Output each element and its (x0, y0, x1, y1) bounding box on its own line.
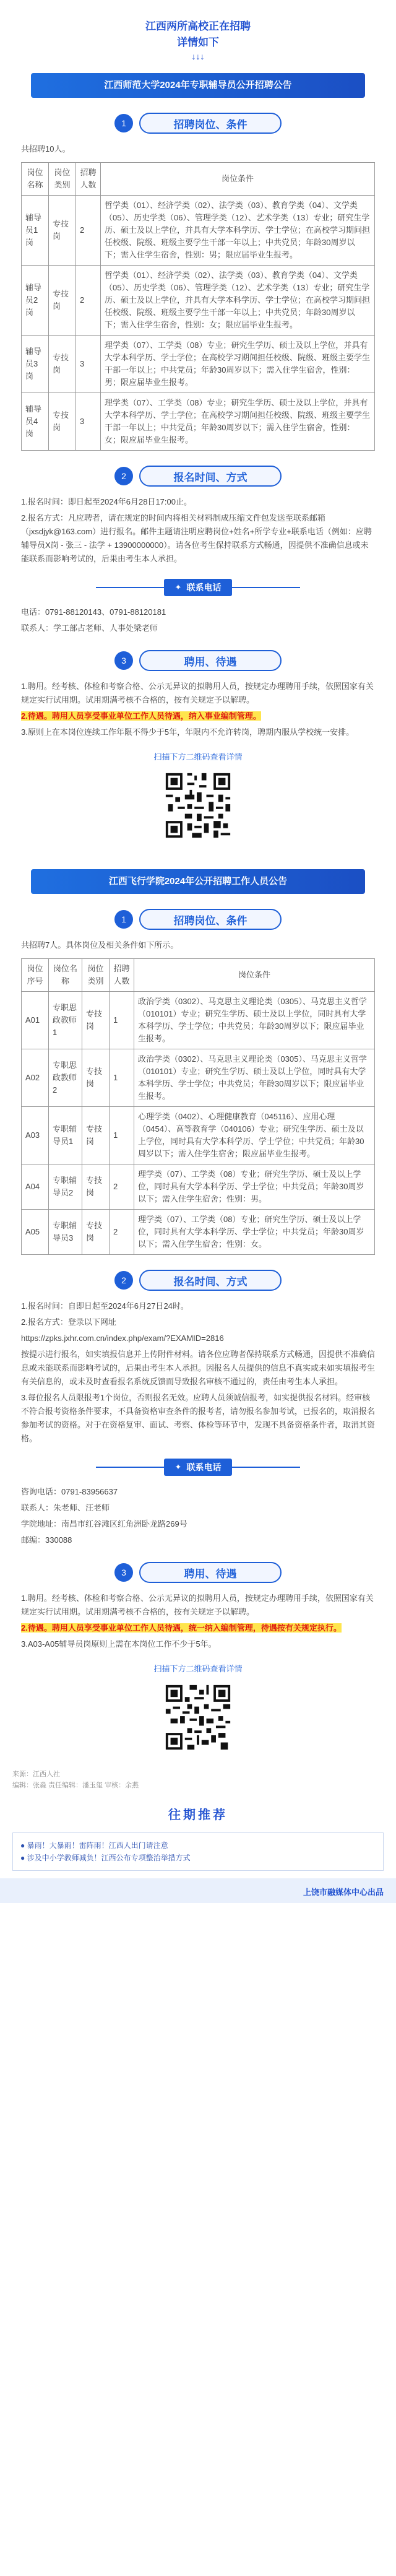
qr-code-icon[interactable] (161, 768, 235, 843)
cell-cond: 理学类（07）、工学类（08）专业；研究生学历、硕士及以上学位，同时具有大学本科学历、学士学位；中共党员；年龄30周岁以下；需入住学生宿舍；性别：男。 (134, 1164, 375, 1210)
reg-time: 1.报名时间：即日起至2024年6月28日17:00止。 (21, 497, 192, 506)
cell-name: 辅导员2岗 (22, 266, 49, 336)
related-link[interactable]: ● 涉及中小学教师减负！江西公布专项整治举措方式 (20, 1854, 191, 1862)
header-line1: 江西两所高校正在招聘 (145, 20, 251, 32)
cell-type: 专技岗 (82, 1049, 110, 1107)
cell-count: 2 (76, 266, 101, 336)
cell-no: A05 (22, 1210, 49, 1255)
school1-sec1-title (0, 113, 396, 134)
cell-no: A04 (22, 1164, 49, 1210)
school1-sec3-title (0, 650, 396, 671)
cell-name: 专职辅导员2 (49, 1164, 82, 1210)
school1-qr-block (0, 750, 396, 844)
table-row (22, 266, 375, 336)
header-arrows: ↓↓↓ (191, 51, 205, 61)
cell-cond: 理学类（07）、工学类（08）专业；研究生学历、硕士及以上学位，并具有大学本科学历、学士学位；在高校学习期间担任校级、院级、班级主要学生干部一年以上；中共党员；年龄30周岁以下；需入住学生宿舍，性别：女；限应届毕业生报考。 (101, 393, 375, 451)
treatment-3: 3.原则上在本岗位连续工作年限不得少于5年，年限内不允许转岗，聘期内服从学校统一安排。 (21, 727, 355, 737)
cell-type: 专技岗 (49, 393, 76, 451)
th-name: 岗位名称 (22, 163, 49, 196)
table-row (22, 1107, 375, 1164)
treatment-1: 1.聘用。经考核、体检和考察合格、公示无异议的拟聘用人员，按规定办理聘用手续，依照国家有关规定实行试用期。试用期满考核不合格的，按有关规定予以解聘。 (21, 1594, 374, 1616)
table-header-row (22, 163, 375, 196)
ribbon-label (164, 579, 233, 596)
section-number: 2 (114, 1271, 133, 1290)
section-number: 3 (114, 651, 133, 670)
cell-cond: 政治学类（0302）、马克思主义理论类（0305）、马克思主义哲学（010101）专业；研究生学历、硕士及以上学位，同时具有大学本科学历、学士学位；中共党员；年龄30周岁以下；限应届毕业生报考。 (134, 1049, 375, 1107)
school1-banner: 江西师范大学2024年专职辅导员公开招聘公告 (31, 73, 365, 98)
school2-sec2-title (0, 1270, 396, 1291)
contact-title: 联系电话 (186, 583, 222, 592)
cell-name: 专职思政教师2 (49, 1049, 82, 1107)
related-link[interactable]: ● 暴雨！大暴雨！雷阵雨！江西人出门请注意 (20, 1841, 168, 1850)
cell-no: A03 (22, 1107, 49, 1164)
section-label: 聘用、待遇 (184, 656, 237, 668)
ribbon-line (232, 1467, 300, 1468)
table-header-row (22, 959, 375, 992)
section-label: 报名时间、方式 (173, 1275, 248, 1288)
table-row (22, 196, 375, 266)
table-row (22, 992, 375, 1049)
cell-count: 1 (110, 992, 134, 1049)
section-number: 3 (114, 1563, 133, 1582)
cell-type: 专技岗 (82, 1210, 110, 1255)
th-type: 岗位类别 (49, 163, 76, 196)
contact-postcode: 邮编：330088 (21, 1535, 72, 1545)
school2-intro (0, 939, 396, 952)
source-text: 来源：江西人社 (12, 1771, 60, 1778)
cell-name: 专职辅导员3 (49, 1210, 82, 1255)
qr-caption: 扫描下方二维码查看详情 (153, 1664, 243, 1673)
reg-method: 2.报名方式：登录以下网址 (21, 1317, 116, 1327)
section-pill (139, 113, 282, 134)
school2-qr-block (0, 1662, 396, 1756)
table-row (22, 336, 375, 393)
header-line2: 详情如下 (177, 37, 219, 48)
section-pill (139, 1270, 282, 1291)
qr-caption: 扫描下方二维码查看详情 (153, 752, 243, 761)
ribbon-line (232, 587, 300, 588)
cell-name: 专职辅导员1 (49, 1107, 82, 1164)
table-row (22, 1164, 375, 1210)
bullet-icon: ● (20, 1854, 27, 1862)
treatment-1: 1.聘用。经考核、体检和考察合格、公示无异议的拟聘用人员，按规定办理聘用手续，依照国家有关规定实行试用期。试用期满考核不合格的，按有关规定予以解聘。 (21, 682, 374, 705)
star-icon: ✦ (174, 583, 182, 592)
cell-no: A02 (22, 1049, 49, 1107)
contact-title: 联系电话 (186, 1462, 222, 1472)
reg-rule: 3.每位报名人员限报考1个岗位，否则报名无效。应聘人员须诚信报考，如实提供报名材料。经审核不符合报考资格条件要求，不具备资格审查条件的报考者，请勿报名参加考试，已报名的，取消报名参加考试的资格。对于在资格复审、面试、考察、体检等环节中，发现不具备资格条件者，取消其资格。 (21, 1393, 376, 1443)
cell-cond: 哲学类（01）、经济学类（02）、法学类（03）、教育学类（04）、文学类（05）、历史学类（06）、管理学类（12）、艺术学类（13）专业；研究生学历、硕士及以上学位，并具有大学本科学历、学士学位；在高校学习期间担任校级、院级、班级主要学生干部一年以上；中共党员；年龄30周岁以下；需入住学生宿舍，性别：女；限应届毕业生报考。 (101, 266, 375, 336)
qr-code-icon[interactable] (161, 1680, 235, 1754)
cell-count: 2 (110, 1164, 134, 1210)
section-pill (139, 466, 282, 487)
reg-url-link[interactable]: https://zpks.jxhr.com.cn/index.php/exam/?EXAMID=2816 (21, 1334, 224, 1343)
school2-banner: 江西飞行学院2024年公开招聘工作人员公告 (31, 869, 365, 894)
section-number: 1 (114, 910, 133, 929)
th-cond: 岗位条件 (134, 959, 375, 992)
school2-sec1-title (0, 909, 396, 930)
contact-address: 学院地址：南昌市红谷滩区红角洲卧龙路269号 (21, 1519, 187, 1529)
school2-registration (0, 1299, 396, 1446)
cell-type: 专技岗 (49, 336, 76, 393)
footer-bar-label: 上饶市融媒体中心出品 (303, 1888, 384, 1897)
section-label: 报名时间、方式 (173, 471, 248, 484)
related-links (12, 1832, 384, 1871)
th-type: 岗位类别 (82, 959, 110, 992)
cell-cond: 理学类（07）、工学类（08）专业；研究生学历、硕士及以上学位，并具有大学本科学历、学士学位；在高校学习期间担任校级、院级、班级主要学生干部一年以上；中共党员；年龄30周岁以下；需入住学生宿舍，性别：男；限应届毕业生报考。 (101, 336, 375, 393)
treatment-2-highlight: 2.待遇。聘用人员享受事业单位工作人员待遇，纳入事业编制管理。 (21, 711, 261, 721)
section-number: 2 (114, 467, 133, 485)
school2-contact-ribbon (0, 1458, 396, 1477)
reg-time: 1.报名时间：自即日起至2024年6月27日24时。 (21, 1301, 189, 1311)
school1-intro (0, 142, 396, 156)
contact-person: 联系人：学工部占老师、人事处梁老师 (21, 623, 158, 633)
cell-name: 辅导员4岗 (22, 393, 49, 451)
th-no: 岗位序号 (22, 959, 49, 992)
cell-count: 1 (110, 1107, 134, 1164)
section-label: 招聘岗位、条件 (173, 914, 248, 927)
school2-treatment (0, 1592, 396, 1651)
article-footer-meta (0, 1769, 396, 1791)
article-header (0, 0, 396, 62)
more-title: 往期推荐 (168, 1808, 228, 1822)
intro-text: 共招聘10人。 (21, 144, 71, 154)
th-count: 招聘人数 (110, 959, 134, 992)
cell-type: 专技岗 (82, 1164, 110, 1210)
school1-treatment (0, 680, 396, 739)
cell-type: 专技岗 (82, 1107, 110, 1164)
cell-name: 专职思政教师1 (49, 992, 82, 1049)
school1-jobs-table (21, 162, 375, 451)
cell-type: 专技岗 (49, 196, 76, 266)
section-pill (139, 909, 282, 930)
th-name: 岗位名称 (49, 959, 82, 992)
school2-contact (0, 1485, 396, 1547)
cell-count: 1 (110, 1049, 134, 1107)
treatment-3: 3.A03-A05辅导员岗原则上需在本岗位工作不少于5年。 (21, 1639, 217, 1649)
school2-sec3-title (0, 1562, 396, 1583)
contact-phone: 咨询电话：0791-83956637 (21, 1487, 118, 1496)
cell-no: A01 (22, 992, 49, 1049)
ribbon-line (96, 587, 164, 588)
school1-contact (0, 605, 396, 635)
reg-note: 按提示进行报名，如实填报信息并上传附件材料。请各位应聘者保持联系方式畅通，因提供不准确信息或未能联系而影响考试的，后果由考生本人承担。因报名人员提供的信息不真实或未如实填报考生有关信息的，或未及时查看报名系统反馈而导致报名审核不通过的，责任由考生本人承担。 (21, 1350, 376, 1386)
treatment-2-highlight: 2.待遇。聘用人员享受事业单位工作人员待遇，统一纳入编制管理，待遇按有关规定执行。 (21, 1623, 342, 1633)
intro-text: 共招聘7人。具体岗位及相关条件如下所示。 (21, 940, 179, 950)
table-row (22, 1210, 375, 1255)
star-icon: ✦ (174, 1462, 182, 1472)
school1-registration (0, 495, 396, 566)
cell-count: 3 (76, 336, 101, 393)
cell-cond: 心理学类（0402）、心理健康教育（045116）、应用心理（0454）、高等教育学（040106）专业；研究生学历、硕士及以上学位，同时具有大学本科学历、学士学位；中共党员；年龄30周岁以下；需入住学生宿舍；限应届毕业生报考。 (134, 1107, 375, 1164)
cell-count: 3 (76, 393, 101, 451)
contact-phone: 电话：0791-88120143、0791-88120181 (21, 607, 166, 617)
school2-jobs-table (21, 958, 375, 1255)
cell-cond: 哲学类（01）、经济学类（02）、法学类（03）、教育学类（04）、文学类（05）、历史学类（06）、管理学类（12）、艺术学类（13）专业；研究生学历、硕士及以上学位，并具有大学本科学历、学士学位；在高校学习期间担任校级、院级、班级主要学生干部一年以上；中共党员；年龄30周岁以下；需入住学生宿舍，性别：男；限应届毕业生报考。 (101, 196, 375, 266)
section-number: 1 (114, 114, 133, 132)
editors-text: 编辑：张淼 责任编辑：潘玉玺 审核：余燕 (12, 1782, 139, 1789)
cell-count: 2 (76, 196, 101, 266)
section-label: 聘用、待遇 (184, 1568, 237, 1580)
footer-bar (0, 1878, 396, 1903)
ribbon-line (96, 1467, 164, 1468)
table-row (22, 393, 375, 451)
bullet-icon: ● (20, 1841, 27, 1850)
table-row (22, 1049, 375, 1107)
school1-sec2-title (0, 466, 396, 487)
section-pill (139, 1562, 282, 1583)
section-label: 招聘岗位、条件 (173, 118, 248, 131)
cell-cond: 理学类（07）、工学类（08）专业；研究生学历、硕士及以上学位，同时具有大学本科学历、学士学位；中共党员；年龄30周岁以下；需入住学生宿舍；性别：女。 (134, 1210, 375, 1255)
cell-type: 专技岗 (82, 992, 110, 1049)
ribbon-label (164, 1459, 233, 1476)
cell-name: 辅导员3岗 (22, 336, 49, 393)
reg-method: 2.报名方式：凡应聘者，请在规定的时间内将相关材料制成压缩文件包发送至联系邮箱（jxsdjyk@163.com）进行报名。邮件主题请注明应聘岗位+姓名+所学专业+联系电话（例如：应聘辅导员X岗 - 张三 - 法学 + 13900000000）。请各位考生保持联系方式畅通，因提供不准确信息或未能联系而影响考试的，后果由考生本人承担。 (21, 513, 372, 563)
th-cond: 岗位条件 (101, 163, 375, 196)
section-pill (139, 650, 282, 671)
school1-contact-ribbon (0, 578, 396, 597)
cell-type: 专技岗 (49, 266, 76, 336)
th-count: 招聘人数 (76, 163, 101, 196)
cell-cond: 政治学类（0302）、马克思主义理论类（0305）、马克思主义哲学（010101）专业；研究生学历、硕士及以上学位，同时具有大学本科学历、学士学位；中共党员；年龄30周岁以下；限应届毕业生报考。 (134, 992, 375, 1049)
cell-count: 2 (110, 1210, 134, 1255)
cell-name: 辅导员1岗 (22, 196, 49, 266)
contact-person: 联系人：朱老师、汪老师 (21, 1503, 110, 1512)
